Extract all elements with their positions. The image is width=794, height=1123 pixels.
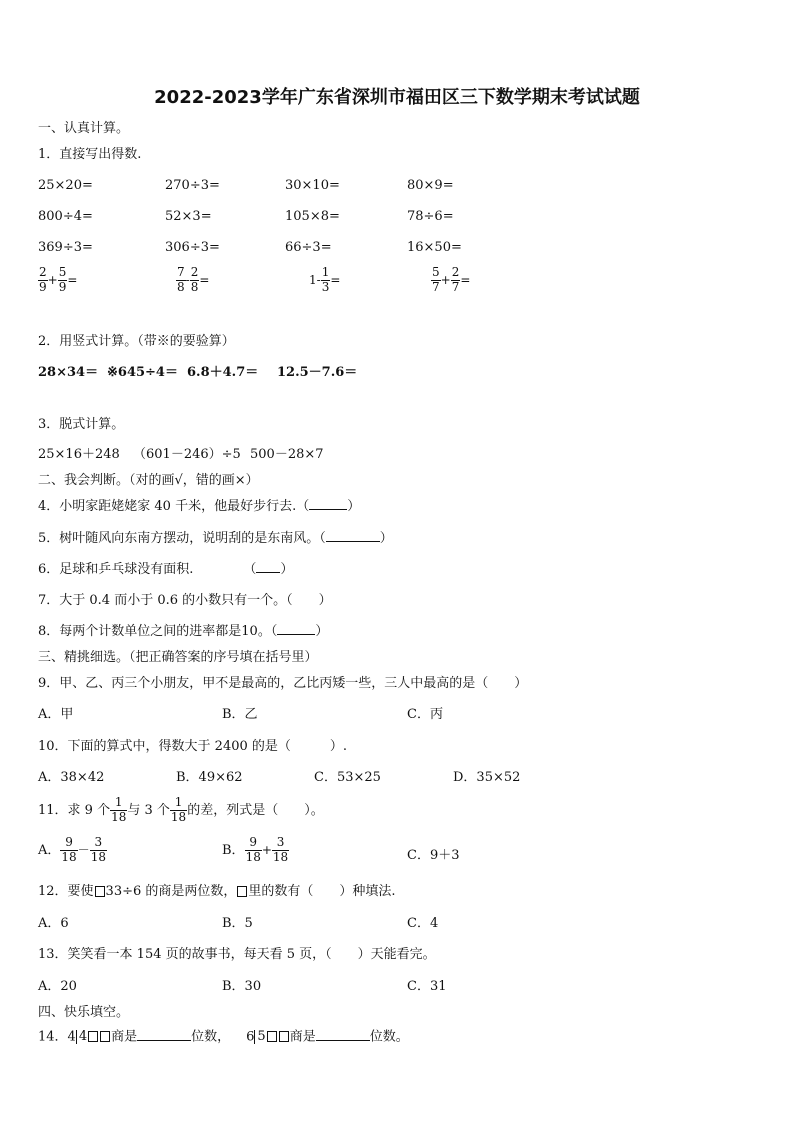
answer-blank[interactable] [277, 634, 315, 635]
question-6: 6．足球和乒乓球没有面积. （ ） [38, 562, 294, 577]
question-13: 13．笑笑看一本 154 页的故事书，每天看 5 页，（ ）天能看完。 [38, 947, 436, 962]
question-14: 14．4 4 商是 位数， 6 5 商是 位数。 [38, 1029, 409, 1045]
fraction: $\frac{2}{9}$ [39, 265, 47, 294]
option-b[interactable]: B． $\frac{9}{18}$ + $\frac{3}{18}$ [222, 835, 289, 864]
option-a[interactable]: A． $\frac{9}{18}$ － $\frac{3}{18}$ [38, 835, 106, 864]
blank-box-icon [95, 886, 105, 897]
long-division-icon: 5 [254, 1030, 289, 1044]
q3-label: 3．脱式计算。 [38, 417, 125, 432]
fraction-expression: $\frac{2}{9}$ + $\frac{5}{9}$ = [39, 265, 78, 294]
fraction: $\frac{1}{3}$ [321, 265, 330, 294]
option-a[interactable]: A．6 [38, 916, 69, 931]
expression-item: 500－28×7 [250, 447, 324, 462]
question-4: 4．小明家距姥姥家 40 千米，他最好步行去.（ ） [38, 499, 361, 514]
option-c[interactable]: C．4 [407, 916, 439, 931]
expression-item: 25×16＋248 [38, 447, 120, 462]
page-title: 2022-2023学年广东省深圳市福田区三下数学期末考试试题 [154, 87, 640, 108]
section-1-heading: 一、认真计算。 [38, 121, 130, 136]
option-a[interactable]: A．20 [38, 979, 77, 994]
q1-label: 1．直接写出得数. [38, 147, 142, 162]
answer-blank[interactable] [256, 572, 280, 573]
answer-blank[interactable] [137, 1040, 191, 1041]
blank-box-icon [237, 886, 247, 897]
fraction: $\frac{9}{18}$ [61, 835, 77, 864]
section-2-heading: 二、我会判断。（对的画√，错的画×） [38, 473, 259, 488]
fraction: $\frac{5}{9}$ [58, 265, 67, 294]
calc-item: 80×9= [407, 178, 454, 193]
fraction: $\frac{5}{7}$ [432, 265, 440, 294]
question-11: 11．求 9 个 $\frac{1}{18}$ 与 3 个 $\frac{1}{18}$ 的差，列式是（ ）。 [38, 795, 324, 824]
option-c[interactable]: C．9＋3 [407, 848, 460, 863]
option-b[interactable]: B．5 [222, 916, 253, 931]
fraction-expression: 1- $\frac{1}{3}$ = [309, 265, 341, 294]
long-division-icon: 4 [76, 1030, 111, 1044]
option-c[interactable]: C．31 [407, 979, 447, 994]
calc-item: 270÷3= [165, 178, 220, 193]
vertical-calc-item: 28×34＝ [38, 365, 99, 380]
answer-blank[interactable] [309, 509, 347, 510]
vertical-calc-item: ※645÷4＝ [107, 365, 178, 380]
answer-blank[interactable] [316, 1040, 370, 1041]
option-c[interactable]: C．53×25 [314, 770, 381, 785]
fraction: $\frac{2}{8}$ [190, 265, 199, 294]
section-3-heading: 三、精挑细选。（把正确答案的序号填在括号里） [38, 650, 318, 665]
option-a[interactable]: A．38×42 [38, 770, 105, 785]
calc-item: 306÷3= [165, 240, 220, 255]
calc-item: 369÷3= [38, 240, 93, 255]
fraction: $\frac{2}{7}$ [451, 265, 460, 294]
fraction: $\frac{3}{18}$ [90, 835, 106, 864]
question-5: 5．树叶随风向东南方摆动，说明刮的是东南风。（ ） [38, 531, 393, 546]
question-12: 12．要使 33÷6 的商是两位数， 里的数有（ ）种填法. [38, 884, 396, 899]
fraction: $\frac{7}{8}$ [177, 265, 185, 294]
expression-item: （601－246）÷5 [133, 447, 241, 462]
vertical-calc-item: 6.8＋4.7＝ [187, 365, 259, 380]
option-c[interactable]: C．丙 [407, 707, 443, 722]
option-d[interactable]: D．35×52 [453, 770, 521, 785]
answer-blank[interactable] [326, 541, 380, 542]
calc-item: 25×20= [38, 178, 93, 193]
fraction-expression: $\frac{7}{8}$ - $\frac{2}{8}$ = [177, 265, 210, 294]
option-b[interactable]: B．乙 [222, 707, 258, 722]
calc-item: 16×50= [407, 240, 462, 255]
question-8: 8．每两个计数单位之间的进率都是10。（ ） [38, 624, 329, 639]
fraction: $\frac{9}{18}$ [245, 835, 261, 864]
fraction: $\frac{1}{18}$ [170, 795, 187, 824]
calc-item: 66÷3= [285, 240, 332, 255]
fraction: $\frac{1}{18}$ [111, 795, 127, 824]
option-b[interactable]: B．49×62 [176, 770, 243, 785]
option-a[interactable]: A．甲 [38, 707, 74, 722]
section-4-heading: 四、快乐填空。 [38, 1005, 130, 1020]
calc-item: 800÷4= [38, 209, 93, 224]
fraction: $\frac{3}{18}$ [272, 835, 289, 864]
option-b[interactable]: B．30 [222, 979, 262, 994]
fraction-expression: $\frac{5}{7}$ + $\frac{2}{7}$ = [432, 265, 471, 294]
calc-item: 105×8= [285, 209, 340, 224]
vertical-calc-item: 12.5－7.6＝ [277, 365, 358, 380]
calc-item: 78÷6= [407, 209, 454, 224]
question-10: 10．下面的算式中，得数大于 2400 的是（ ）. [38, 739, 348, 754]
calc-item: 52×3= [165, 209, 212, 224]
question-7: 7．大于 0.4 而小于 0.6 的小数只有一个。（ ） [38, 593, 332, 608]
calc-item: 30×10= [285, 178, 340, 193]
q2-label: 2．用竖式计算。（带※的要验算） [38, 334, 235, 349]
question-9: 9．甲、乙、丙三个小朋友，甲不是最高的，乙比丙矮一些，三人中最高的是（ ） [38, 676, 528, 691]
